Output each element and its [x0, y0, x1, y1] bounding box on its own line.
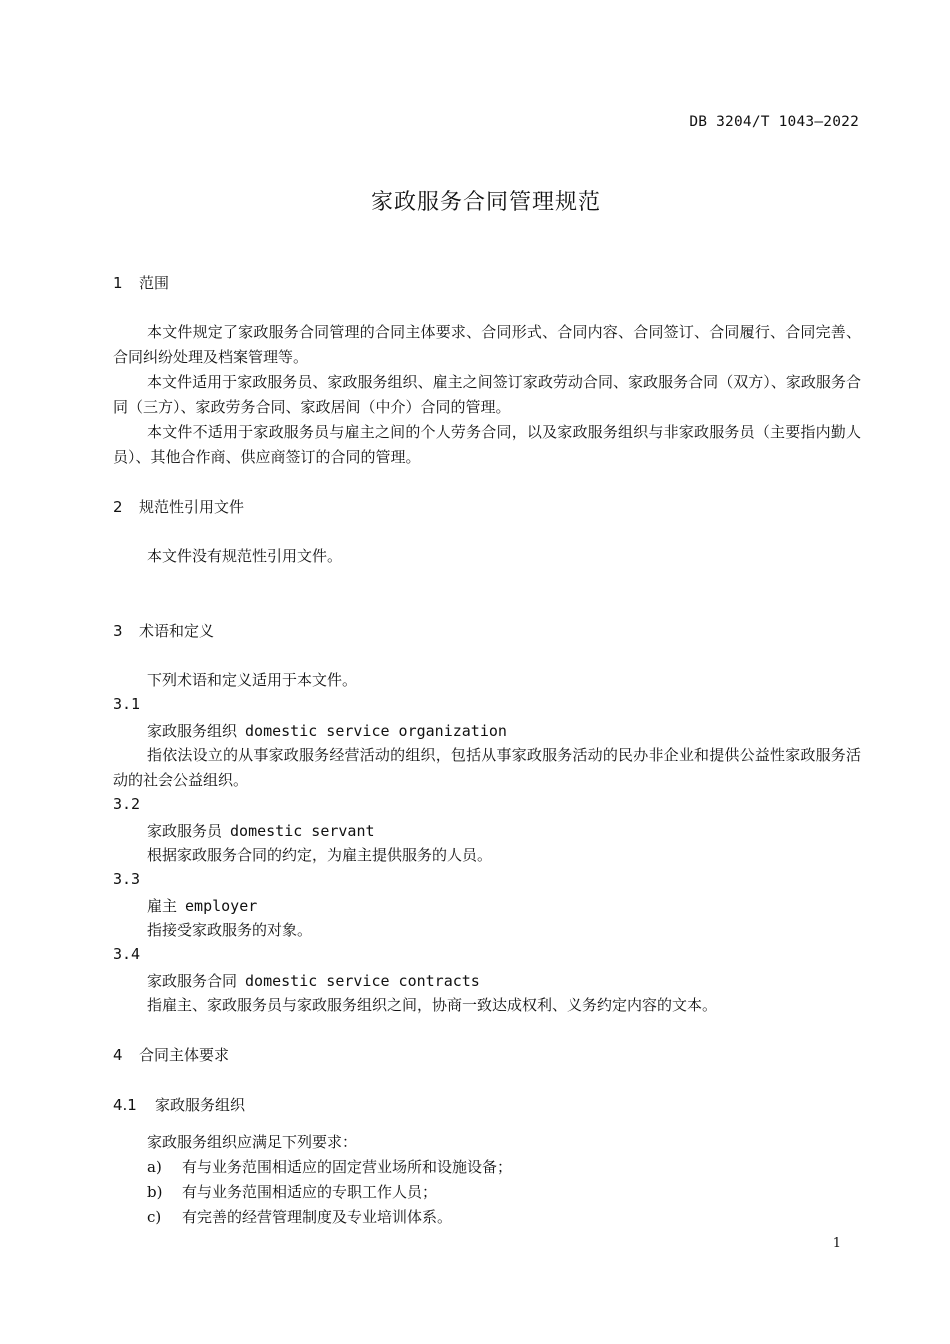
term-number: 3.3	[113, 870, 141, 888]
section-title: 术语和定义	[139, 622, 215, 640]
term-number: 3.4	[113, 945, 141, 963]
list-item	[147, 1181, 437, 1202]
term-definition: 指依法设立的从事家政服务经营活动的组织，包括从事家政服务活动的民办非企业和提供公益性家政服务活动的社会公益组织。	[113, 746, 861, 789]
term-chinese: 家政服务组织	[147, 722, 238, 740]
term-heading	[147, 970, 480, 991]
list-item-label: a)	[147, 1158, 162, 1176]
term-heading	[147, 720, 507, 741]
section-number: 4	[113, 1046, 123, 1064]
list-item-text: 有完善的经营管理制度及专业培训体系。	[182, 1208, 453, 1226]
subsection-4-1-heading	[113, 1094, 245, 1115]
requirements-intro: 家政服务组织应满足下列要求：	[147, 1133, 358, 1151]
term-english: domestic service contracts	[245, 972, 480, 990]
section-number: 1	[113, 274, 123, 292]
term-heading	[147, 820, 375, 841]
document-code: DB 3204/T 1043—2022	[689, 114, 859, 130]
terms-intro: 下列术语和定义适用于本文件。	[147, 671, 358, 689]
section-title: 规范性引用文件	[139, 498, 245, 516]
term-definition: 根据家政服务合同的约定，为雇主提供服务的人员。	[147, 846, 493, 864]
term-heading	[147, 895, 257, 916]
list-item	[147, 1206, 452, 1227]
list-item-text: 有与业务范围相适应的固定营业场所和设施设备；	[182, 1158, 513, 1176]
term-english: employer	[185, 897, 258, 915]
section-1-heading	[113, 272, 169, 293]
scope-paragraph-1: 本文件规定了家政服务合同管理的合同主体要求、合同形式、合同内容、合同签订、合同履行、合同完善、合同纠纷处理及档案管理等。	[113, 323, 861, 366]
list-item-label: b)	[147, 1183, 163, 1201]
term-definition: 指接受家政服务的对象。	[147, 921, 313, 939]
section-3-heading	[113, 620, 214, 641]
term-chinese: 家政服务合同	[147, 972, 238, 990]
section-number: 2	[113, 498, 123, 516]
section-title: 合同主体要求	[139, 1046, 230, 1064]
page-number: 1	[832, 1236, 841, 1251]
term-definition: 指雇主、家政服务员与家政服务组织之间，协商一致达成权利、义务约定内容的文本。	[147, 996, 718, 1014]
term-number: 3.1	[113, 695, 141, 713]
list-item-text: 有与业务范围相适应的专职工作人员；	[182, 1183, 438, 1201]
term-chinese: 家政服务员	[147, 822, 223, 840]
list-item	[147, 1156, 512, 1177]
term-english: domestic servant	[230, 822, 375, 840]
section-2-heading	[113, 496, 244, 517]
section-number: 3	[113, 622, 123, 640]
section-title: 家政服务组织	[155, 1096, 246, 1114]
term-chinese: 雇主	[147, 897, 178, 915]
scope-paragraph-2: 本文件适用于家政服务员、家政服务组织、雇主之间签订家政劳动合同、家政服务合同（双方）、家政服务合同（三方）、家政劳务合同、家政居间（中介）合同的管理。	[113, 373, 861, 416]
document-title: 家政服务合同管理规范	[370, 190, 601, 215]
scope-paragraph-3: 本文件不适用于家政服务员与雇主之间的个人劳务合同，以及家政服务组织与非家政服务员（主要指内勤人员）、其他合作商、供应商签订的合同的管理。	[113, 423, 861, 466]
term-english: domestic service organization	[245, 722, 507, 740]
references-paragraph: 本文件没有规范性引用文件。	[147, 547, 343, 565]
list-item-label: c)	[147, 1208, 162, 1226]
term-number: 3.2	[113, 795, 141, 813]
section-number: 4.1	[113, 1096, 137, 1114]
section-4-heading	[113, 1044, 229, 1065]
section-title: 范围	[139, 274, 170, 292]
